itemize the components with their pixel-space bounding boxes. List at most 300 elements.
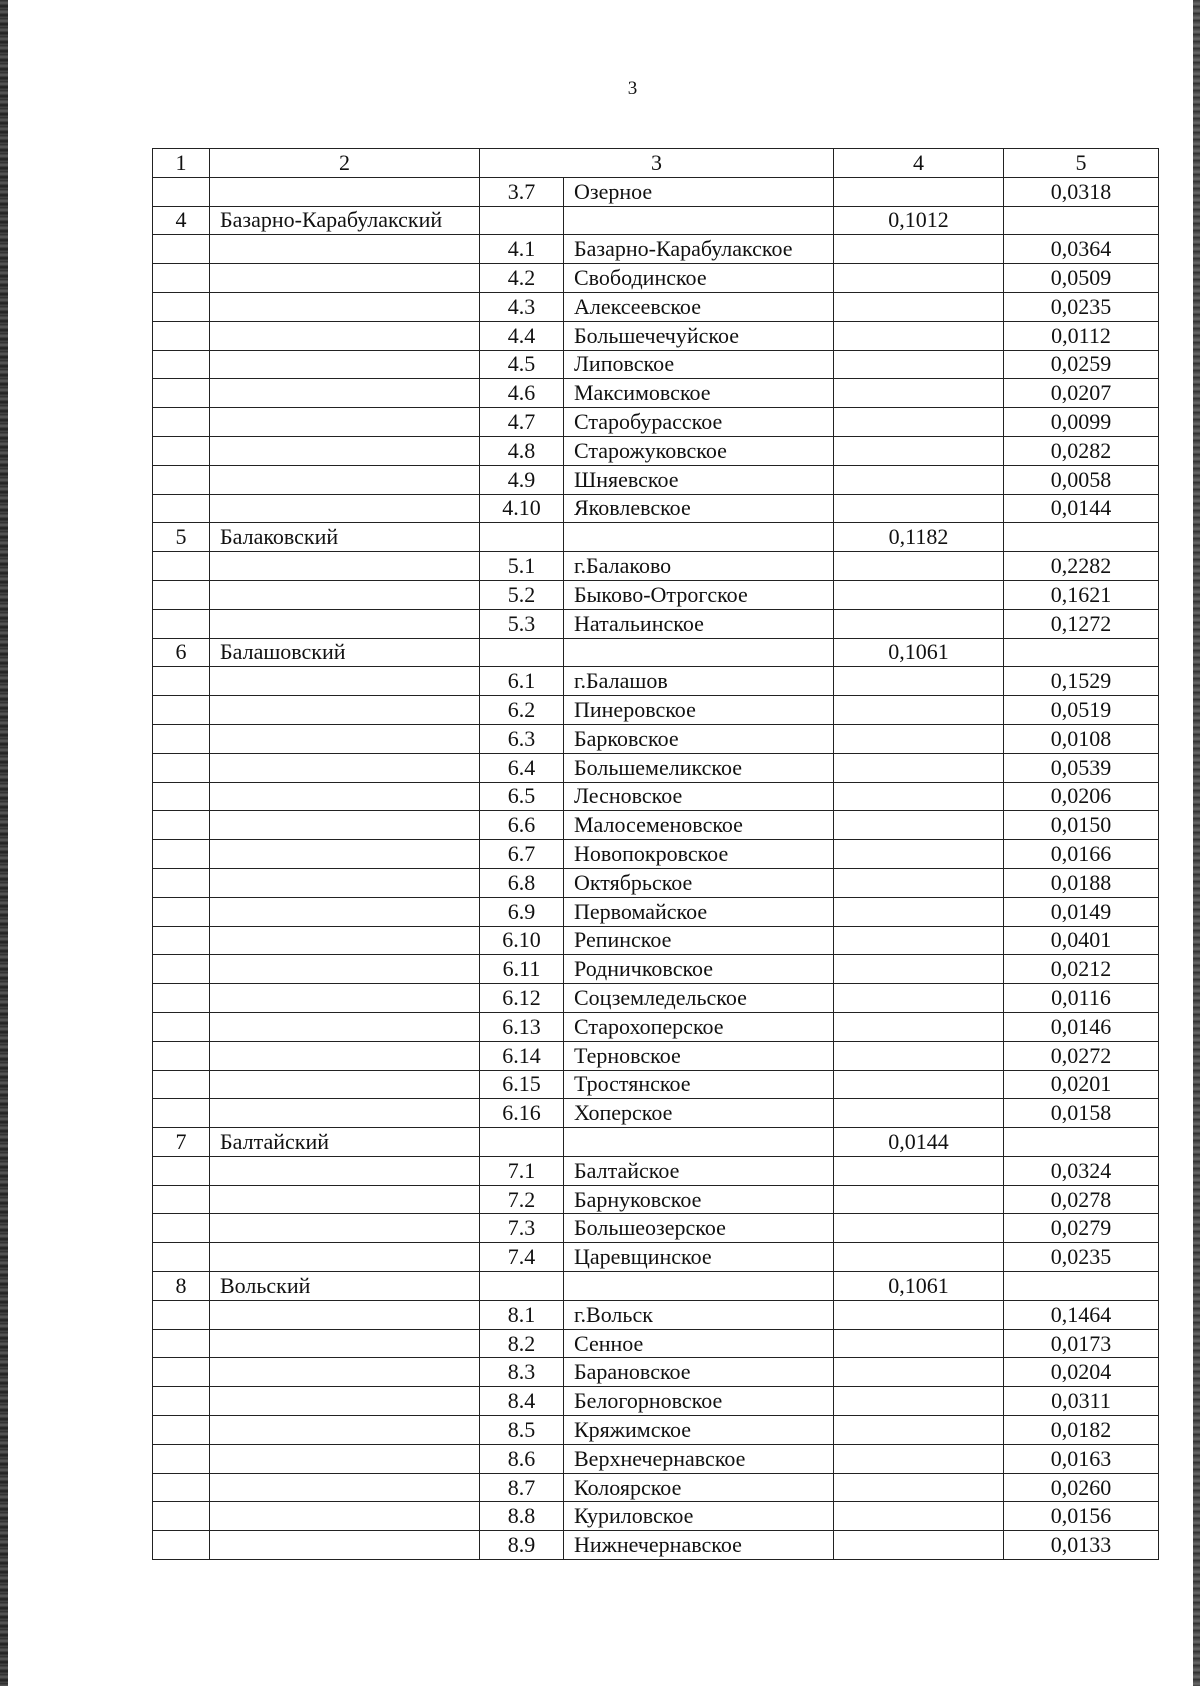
settlement-share: 0,0116: [1004, 984, 1159, 1013]
settlement-share: 0,0260: [1004, 1473, 1159, 1502]
empty-cell: [834, 465, 1004, 494]
settlement-share: 0,0156: [1004, 1502, 1159, 1531]
settlement-name: Малосеменовское: [564, 811, 834, 840]
empty-cell: [834, 1473, 1004, 1502]
settlement-name: Нижнечернавское: [564, 1531, 834, 1560]
settlement-name: Старобурасское: [564, 408, 834, 437]
settlement-row: [153, 984, 1159, 1013]
empty-cell: [153, 667, 210, 696]
empty-cell: [834, 1243, 1004, 1272]
scan-edge-left: [0, 0, 8, 1686]
empty-cell: [480, 1272, 564, 1301]
settlement-code: 8.4: [480, 1387, 564, 1416]
settlement-row: [153, 1329, 1159, 1358]
empty-cell: [834, 1185, 1004, 1214]
settlement-row: [153, 897, 1159, 926]
district-name: Балашовский: [210, 638, 480, 667]
settlement-row: [153, 1099, 1159, 1128]
settlement-name: г.Вольск: [564, 1300, 834, 1329]
empty-cell: [153, 1300, 210, 1329]
settlement-name: Лесновское: [564, 782, 834, 811]
empty-cell: [564, 523, 834, 552]
settlement-name: Свободинское: [564, 264, 834, 293]
settlement-name: Шняевское: [564, 465, 834, 494]
empty-cell: [834, 1070, 1004, 1099]
settlement-share: 0,0259: [1004, 350, 1159, 379]
empty-cell: [153, 753, 210, 782]
settlement-row: [153, 955, 1159, 984]
empty-cell: [210, 1300, 480, 1329]
table-body: [153, 149, 1159, 1560]
settlement-code: 6.16: [480, 1099, 564, 1128]
settlement-code: 4.8: [480, 436, 564, 465]
settlement-name: Терновское: [564, 1041, 834, 1070]
empty-cell: [834, 350, 1004, 379]
empty-cell: [834, 1387, 1004, 1416]
settlement-row: [153, 1012, 1159, 1041]
empty-cell: [834, 552, 1004, 581]
header-row: [153, 149, 1159, 178]
settlement-row: [153, 292, 1159, 321]
empty-cell: [210, 782, 480, 811]
settlement-share: 0,0519: [1004, 696, 1159, 725]
settlement-code: 6.10: [480, 926, 564, 955]
settlement-share: 0,0235: [1004, 1243, 1159, 1272]
empty-cell: [834, 1300, 1004, 1329]
empty-cell: [210, 1214, 480, 1243]
settlement-code: 4.7: [480, 408, 564, 437]
header-cell-5: 5: [1004, 149, 1159, 178]
empty-cell: [564, 1128, 834, 1157]
settlement-share: 0,1272: [1004, 609, 1159, 638]
empty-cell: [834, 1012, 1004, 1041]
district-row: [153, 1272, 1159, 1301]
empty-cell: [564, 1272, 834, 1301]
settlement-row: [153, 1531, 1159, 1560]
empty-cell: [210, 1012, 480, 1041]
settlement-share: 0,0401: [1004, 926, 1159, 955]
settlement-share: 0,0318: [1004, 177, 1159, 206]
settlement-row: [153, 264, 1159, 293]
settlement-row: [153, 1473, 1159, 1502]
empty-cell: [834, 609, 1004, 638]
empty-cell: [153, 897, 210, 926]
settlement-name: Пинеровское: [564, 696, 834, 725]
settlement-share: 0,1464: [1004, 1300, 1159, 1329]
settlement-name: Белогорновское: [564, 1387, 834, 1416]
empty-cell: [210, 1099, 480, 1128]
empty-cell: [210, 494, 480, 523]
empty-cell: [834, 753, 1004, 782]
settlement-name: Верхнечернавское: [564, 1444, 834, 1473]
empty-cell: [834, 321, 1004, 350]
district-value: 0,1182: [834, 523, 1004, 552]
settlement-share: 0,0311: [1004, 1387, 1159, 1416]
settlement-share: 0,0182: [1004, 1416, 1159, 1445]
settlement-share: 0,0279: [1004, 1214, 1159, 1243]
settlement-code: 6.7: [480, 840, 564, 869]
empty-cell: [834, 1156, 1004, 1185]
settlement-share: 0,0188: [1004, 868, 1159, 897]
empty-cell: [153, 696, 210, 725]
settlement-code: 8.9: [480, 1531, 564, 1560]
district-number: 6: [153, 638, 210, 667]
settlement-name: Яковлевское: [564, 494, 834, 523]
settlement-code: 8.8: [480, 1502, 564, 1531]
settlement-share: 0,0539: [1004, 753, 1159, 782]
settlement-name: Старохоперское: [564, 1012, 834, 1041]
empty-cell: [153, 1329, 210, 1358]
settlement-row: [153, 580, 1159, 609]
empty-cell: [153, 292, 210, 321]
settlement-code: 6.8: [480, 868, 564, 897]
empty-cell: [210, 235, 480, 264]
settlement-name: Царевщинское: [564, 1243, 834, 1272]
empty-cell: [834, 1099, 1004, 1128]
settlement-row: [153, 667, 1159, 696]
settlement-code: 4.4: [480, 321, 564, 350]
settlement-share: 0,0282: [1004, 436, 1159, 465]
empty-cell: [210, 1358, 480, 1387]
settlement-row: [153, 696, 1159, 725]
settlement-code: 4.5: [480, 350, 564, 379]
empty-cell: [210, 897, 480, 926]
settlement-name: Хоперское: [564, 1099, 834, 1128]
settlement-code: 6.3: [480, 724, 564, 753]
empty-cell: [834, 1444, 1004, 1473]
settlement-name: Максимовское: [564, 379, 834, 408]
settlement-row: [153, 1156, 1159, 1185]
settlement-name: Родничковское: [564, 955, 834, 984]
empty-cell: [834, 1358, 1004, 1387]
district-name: Вольский: [210, 1272, 480, 1301]
empty-cell: [153, 465, 210, 494]
empty-cell: [210, 696, 480, 725]
empty-cell: [153, 955, 210, 984]
settlement-code: 6.9: [480, 897, 564, 926]
settlement-code: 6.15: [480, 1070, 564, 1099]
empty-cell: [834, 1214, 1004, 1243]
settlement-row: [153, 494, 1159, 523]
settlement-row: [153, 1502, 1159, 1531]
settlement-share: 0,0173: [1004, 1329, 1159, 1358]
header-cell-1: 1: [153, 149, 210, 178]
settlement-share: 0,0278: [1004, 1185, 1159, 1214]
settlement-row: [153, 350, 1159, 379]
empty-cell: [834, 235, 1004, 264]
settlement-row: [153, 1387, 1159, 1416]
empty-cell: [834, 408, 1004, 437]
settlement-row: [153, 465, 1159, 494]
empty-cell: [153, 926, 210, 955]
settlement-share: 0,0206: [1004, 782, 1159, 811]
empty-cell: [153, 177, 210, 206]
settlement-code: 7.3: [480, 1214, 564, 1243]
empty-cell: [834, 667, 1004, 696]
settlement-code: 4.3: [480, 292, 564, 321]
settlement-share: 0,0112: [1004, 321, 1159, 350]
empty-cell: [153, 1243, 210, 1272]
settlement-code: 8.3: [480, 1358, 564, 1387]
empty-cell: [834, 1416, 1004, 1445]
empty-cell: [153, 1012, 210, 1041]
empty-cell: [210, 1156, 480, 1185]
empty-cell: [210, 1243, 480, 1272]
district-number: 7: [153, 1128, 210, 1157]
settlement-name: Озерное: [564, 177, 834, 206]
settlement-name: Большемеликское: [564, 753, 834, 782]
settlement-code: 8.2: [480, 1329, 564, 1358]
empty-cell: [210, 1070, 480, 1099]
settlement-name: Барнуковское: [564, 1185, 834, 1214]
empty-cell: [834, 811, 1004, 840]
header-cell-3: 3: [480, 149, 834, 178]
settlement-code: 6.12: [480, 984, 564, 1013]
empty-cell: [834, 1041, 1004, 1070]
settlement-share: 0,0150: [1004, 811, 1159, 840]
empty-cell: [153, 609, 210, 638]
empty-cell: [153, 552, 210, 581]
settlement-name: Алексеевское: [564, 292, 834, 321]
settlement-name: Кряжимское: [564, 1416, 834, 1445]
empty-cell: [834, 984, 1004, 1013]
settlement-share: 0,0133: [1004, 1531, 1159, 1560]
settlement-name: Большеозерское: [564, 1214, 834, 1243]
empty-cell: [153, 321, 210, 350]
settlement-share: 0,0235: [1004, 292, 1159, 321]
settlement-row: [153, 1070, 1159, 1099]
empty-cell: [834, 494, 1004, 523]
page-number: 3: [627, 78, 638, 99]
empty-cell: [210, 264, 480, 293]
settlement-name: Новопокровское: [564, 840, 834, 869]
settlement-name: Барковское: [564, 724, 834, 753]
settlement-row: [153, 436, 1159, 465]
empty-cell: [210, 926, 480, 955]
empty-cell: [153, 1387, 210, 1416]
header-cell-2: 2: [210, 149, 480, 178]
settlement-row: [153, 782, 1159, 811]
settlement-code: 4.9: [480, 465, 564, 494]
settlement-name: Куриловское: [564, 1502, 834, 1531]
empty-cell: [153, 1358, 210, 1387]
empty-cell: [210, 1329, 480, 1358]
settlement-row: [153, 379, 1159, 408]
empty-cell: [210, 1041, 480, 1070]
empty-cell: [210, 753, 480, 782]
empty-cell: [834, 926, 1004, 955]
settlement-code: 8.1: [480, 1300, 564, 1329]
settlement-name: Тростянское: [564, 1070, 834, 1099]
settlement-name: Быково-Отрогское: [564, 580, 834, 609]
empty-cell: [153, 1214, 210, 1243]
settlement-row: [153, 1444, 1159, 1473]
settlement-row: [153, 868, 1159, 897]
settlement-name: Соцземледельское: [564, 984, 834, 1013]
empty-cell: [153, 984, 210, 1013]
empty-cell: [834, 868, 1004, 897]
empty-cell: [153, 1473, 210, 1502]
settlement-name: Старожуковское: [564, 436, 834, 465]
header-cell-4: 4: [834, 149, 1004, 178]
empty-cell: [480, 523, 564, 552]
settlement-code: 6.1: [480, 667, 564, 696]
empty-cell: [153, 1070, 210, 1099]
settlement-row: [153, 1214, 1159, 1243]
settlement-code: 6.4: [480, 753, 564, 782]
settlement-row: [153, 1185, 1159, 1214]
settlement-share: 0,0166: [1004, 840, 1159, 869]
settlement-code: 6.13: [480, 1012, 564, 1041]
settlement-code: 6.6: [480, 811, 564, 840]
empty-cell: [210, 379, 480, 408]
district-name: Балаковский: [210, 523, 480, 552]
settlement-code: 7.4: [480, 1243, 564, 1272]
empty-cell: [210, 408, 480, 437]
empty-cell: [834, 264, 1004, 293]
empty-cell: [210, 1185, 480, 1214]
settlement-name: Большечечуйское: [564, 321, 834, 350]
empty-cell: [1004, 523, 1159, 552]
settlement-code: 7.2: [480, 1185, 564, 1214]
empty-cell: [210, 1416, 480, 1445]
empty-cell: [153, 840, 210, 869]
empty-cell: [153, 782, 210, 811]
settlement-row: [153, 724, 1159, 753]
empty-cell: [153, 1502, 210, 1531]
empty-cell: [153, 724, 210, 753]
settlement-share: 0,0201: [1004, 1070, 1159, 1099]
settlement-code: 8.7: [480, 1473, 564, 1502]
settlement-share: 0,0324: [1004, 1156, 1159, 1185]
district-name: Балтайский: [210, 1128, 480, 1157]
district-number: 8: [153, 1272, 210, 1301]
empty-cell: [210, 321, 480, 350]
district-row: [153, 206, 1159, 235]
empty-cell: [153, 436, 210, 465]
empty-cell: [153, 494, 210, 523]
settlement-code: 3.7: [480, 177, 564, 206]
empty-cell: [834, 292, 1004, 321]
settlement-share: 0,0058: [1004, 465, 1159, 494]
empty-cell: [834, 379, 1004, 408]
settlement-share: 0,0149: [1004, 897, 1159, 926]
district-number: 5: [153, 523, 210, 552]
settlement-row: [153, 408, 1159, 437]
empty-cell: [210, 840, 480, 869]
settlement-row: [153, 1300, 1159, 1329]
settlement-name: Барановское: [564, 1358, 834, 1387]
settlement-row: [153, 1243, 1159, 1272]
settlement-share: 0,2282: [1004, 552, 1159, 581]
settlement-name: Липовское: [564, 350, 834, 379]
settlement-code: 7.1: [480, 1156, 564, 1185]
settlement-row: [153, 321, 1159, 350]
district-number: 4: [153, 206, 210, 235]
empty-cell: [834, 955, 1004, 984]
empty-cell: [1004, 638, 1159, 667]
settlement-code: 4.2: [480, 264, 564, 293]
empty-cell: [153, 1041, 210, 1070]
district-value: 0,0144: [834, 1128, 1004, 1157]
settlement-code: 6.5: [480, 782, 564, 811]
settlement-name: Октябрьское: [564, 868, 834, 897]
empty-cell: [834, 782, 1004, 811]
empty-cell: [153, 350, 210, 379]
settlement-share: 0,0364: [1004, 235, 1159, 264]
settlement-share: 0,0163: [1004, 1444, 1159, 1473]
settlement-share: 0,1621: [1004, 580, 1159, 609]
district-row: [153, 523, 1159, 552]
settlement-share: 0,0509: [1004, 264, 1159, 293]
settlement-share: 0,0207: [1004, 379, 1159, 408]
settlement-share: 0,0144: [1004, 494, 1159, 523]
empty-cell: [834, 696, 1004, 725]
settlement-code: 4.1: [480, 235, 564, 264]
empty-cell: [834, 840, 1004, 869]
settlement-share: 0,0204: [1004, 1358, 1159, 1387]
settlement-name: Колоярское: [564, 1473, 834, 1502]
settlement-code: 8.5: [480, 1416, 564, 1445]
settlement-row: [153, 235, 1159, 264]
empty-cell: [210, 1444, 480, 1473]
empty-cell: [210, 177, 480, 206]
empty-cell: [210, 1502, 480, 1531]
settlement-code: 6.2: [480, 696, 564, 725]
empty-cell: [210, 465, 480, 494]
empty-cell: [834, 177, 1004, 206]
empty-cell: [210, 811, 480, 840]
empty-cell: [834, 436, 1004, 465]
settlement-share: 0,0099: [1004, 408, 1159, 437]
empty-cell: [834, 580, 1004, 609]
empty-cell: [210, 724, 480, 753]
empty-cell: [153, 1156, 210, 1185]
empty-cell: [480, 206, 564, 235]
empty-cell: [1004, 1272, 1159, 1301]
settlement-row: [153, 1041, 1159, 1070]
settlement-name: г.Балашов: [564, 667, 834, 696]
empty-cell: [210, 580, 480, 609]
empty-cell: [153, 1416, 210, 1445]
empty-cell: [834, 724, 1004, 753]
empty-cell: [1004, 1128, 1159, 1157]
empty-cell: [564, 638, 834, 667]
empty-cell: [153, 580, 210, 609]
district-row: [153, 638, 1159, 667]
settlement-row: [153, 609, 1159, 638]
empty-cell: [153, 235, 210, 264]
district-name: Базарно-Карабулакский: [210, 206, 480, 235]
district-value: 0,1012: [834, 206, 1004, 235]
district-value: 0,1061: [834, 1272, 1004, 1301]
settlement-code: 5.1: [480, 552, 564, 581]
empty-cell: [153, 408, 210, 437]
empty-cell: [153, 264, 210, 293]
empty-cell: [480, 638, 564, 667]
settlement-share: 0,0212: [1004, 955, 1159, 984]
settlement-name: Первомайское: [564, 897, 834, 926]
settlement-name: Сенное: [564, 1329, 834, 1358]
empty-cell: [210, 1473, 480, 1502]
empty-cell: [1004, 206, 1159, 235]
settlement-row: [153, 1416, 1159, 1445]
data-table: [152, 148, 1159, 1560]
settlement-code: 8.6: [480, 1444, 564, 1473]
settlement-code: 6.11: [480, 955, 564, 984]
empty-cell: [210, 1387, 480, 1416]
empty-cell: [834, 1531, 1004, 1560]
